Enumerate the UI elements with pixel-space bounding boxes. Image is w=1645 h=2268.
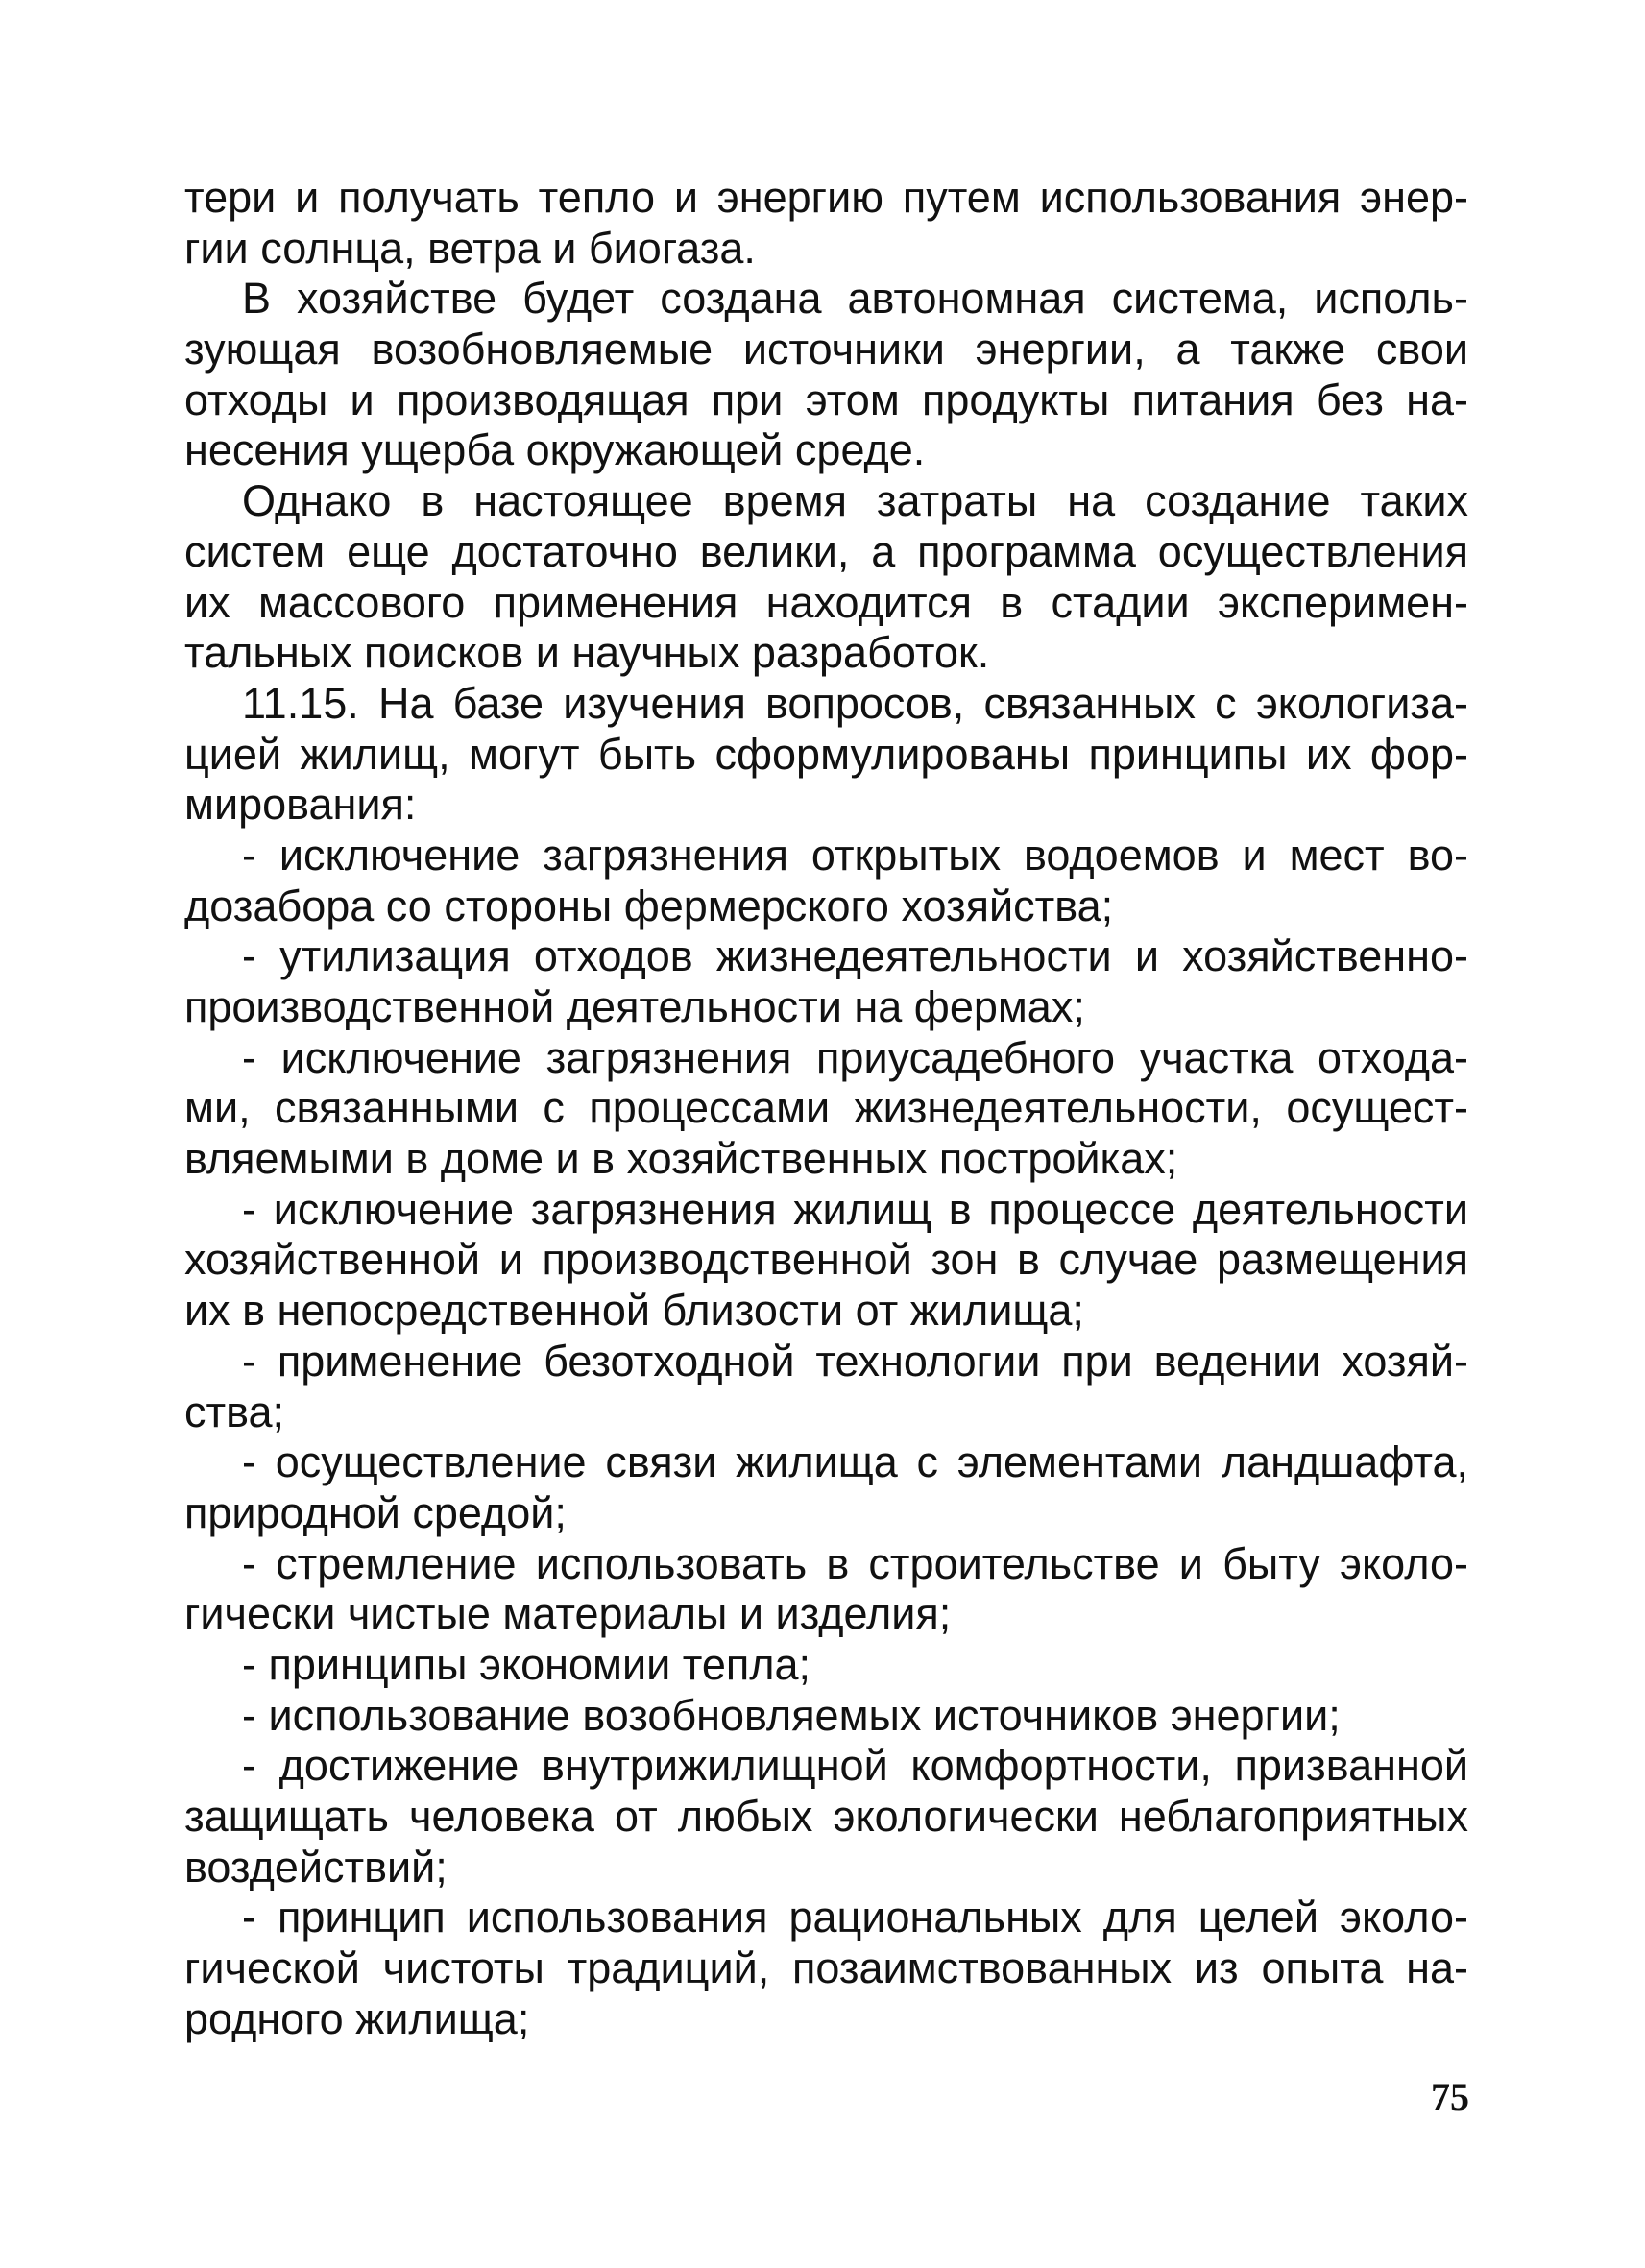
page-number: 75	[1431, 2075, 1469, 2118]
text-line: дозабора со стороны фермерского хозяйства;	[184, 881, 1114, 930]
body-text	[184, 173, 1468, 2044]
text-line: гии солнца, ветра и биогаза.	[184, 223, 756, 273]
text-line: - применение безотходной технологии при ведении хозяй-	[242, 1336, 1468, 1386]
text-line: - исключение загрязнения открытых водоемов и мест во-	[242, 830, 1468, 880]
text-line: вляемыми в доме и в хозяйственных постройках;	[184, 1134, 1178, 1184]
text-line: - принципы экономии тепла;	[242, 1639, 811, 1689]
text-line: их в непосредственной близости от жилища;	[184, 1286, 1084, 1336]
text-line: цией жилищ, могут быть сформулированы принципы их фор-	[184, 729, 1468, 779]
text-line: - использование возобновляемых источников энергии;	[242, 1690, 1341, 1740]
text-line: тери и получать тепло и энергию путем использования энер-	[184, 173, 1468, 222]
text-line: систем еще достаточно велики, а программа осуществления	[184, 526, 1468, 576]
text-line: 11.15. На базе изучения вопросов, связанных с экологиза-	[242, 678, 1468, 728]
text-line: - исключение загрязнения жилищ в процессе деятельности	[242, 1184, 1468, 1234]
text-line: воздействий;	[184, 1842, 448, 1892]
text-line: - принцип использования рациональных для целей эколо-	[242, 1893, 1468, 1942]
text-line: - исключение загрязнения приусадебного участка отхода-	[242, 1032, 1468, 1082]
text-line: тальных поисков и научных разработок.	[184, 628, 990, 678]
text-line: ми, связанными с процессами жизнедеятельности, осущест-	[184, 1083, 1468, 1133]
text-line: гической чистоты традиций, позаимствованных из опыта на-	[184, 1943, 1468, 1993]
text-line: Однако в настоящее время затраты на создание таких	[242, 476, 1468, 526]
text-line: хозяйственной и производственной зон в случае размещения	[184, 1235, 1468, 1285]
text-line: родного жилища;	[184, 1993, 530, 2043]
text-line: их массового применения находится в стадии эксперимен-	[184, 577, 1468, 627]
text-line: гически чистые материалы и изделия;	[184, 1589, 952, 1639]
text-line: природной средой;	[184, 1487, 567, 1537]
text-line: В хозяйстве будет создана автономная система, исполь-	[242, 274, 1468, 324]
text-line: зующая возобновляемые источники энергии, а также свои	[184, 325, 1468, 374]
text-line: мирования:	[184, 780, 417, 830]
text-line: несения ущерба окружающей среде.	[184, 425, 926, 475]
text-line: - утилизация отходов жизнедеятельности и хозяйственно-	[242, 931, 1468, 981]
text-line: отходы и производящая при этом продукты питания без на-	[184, 374, 1468, 424]
text-line: - стремление использовать в строительстве и быту эколо-	[242, 1538, 1468, 1588]
text-line: производственной деятельности на фермах;	[184, 982, 1085, 1031]
text-line: ства;	[184, 1387, 285, 1436]
text-line: - достижение внутрижилищной комфортности, призванной	[242, 1741, 1468, 1791]
text-line: - осуществление связи жилища с элементами ландшафта,	[242, 1437, 1468, 1487]
text-line: защищать человека от любых экологически неблагоприятных	[184, 1792, 1468, 1841]
